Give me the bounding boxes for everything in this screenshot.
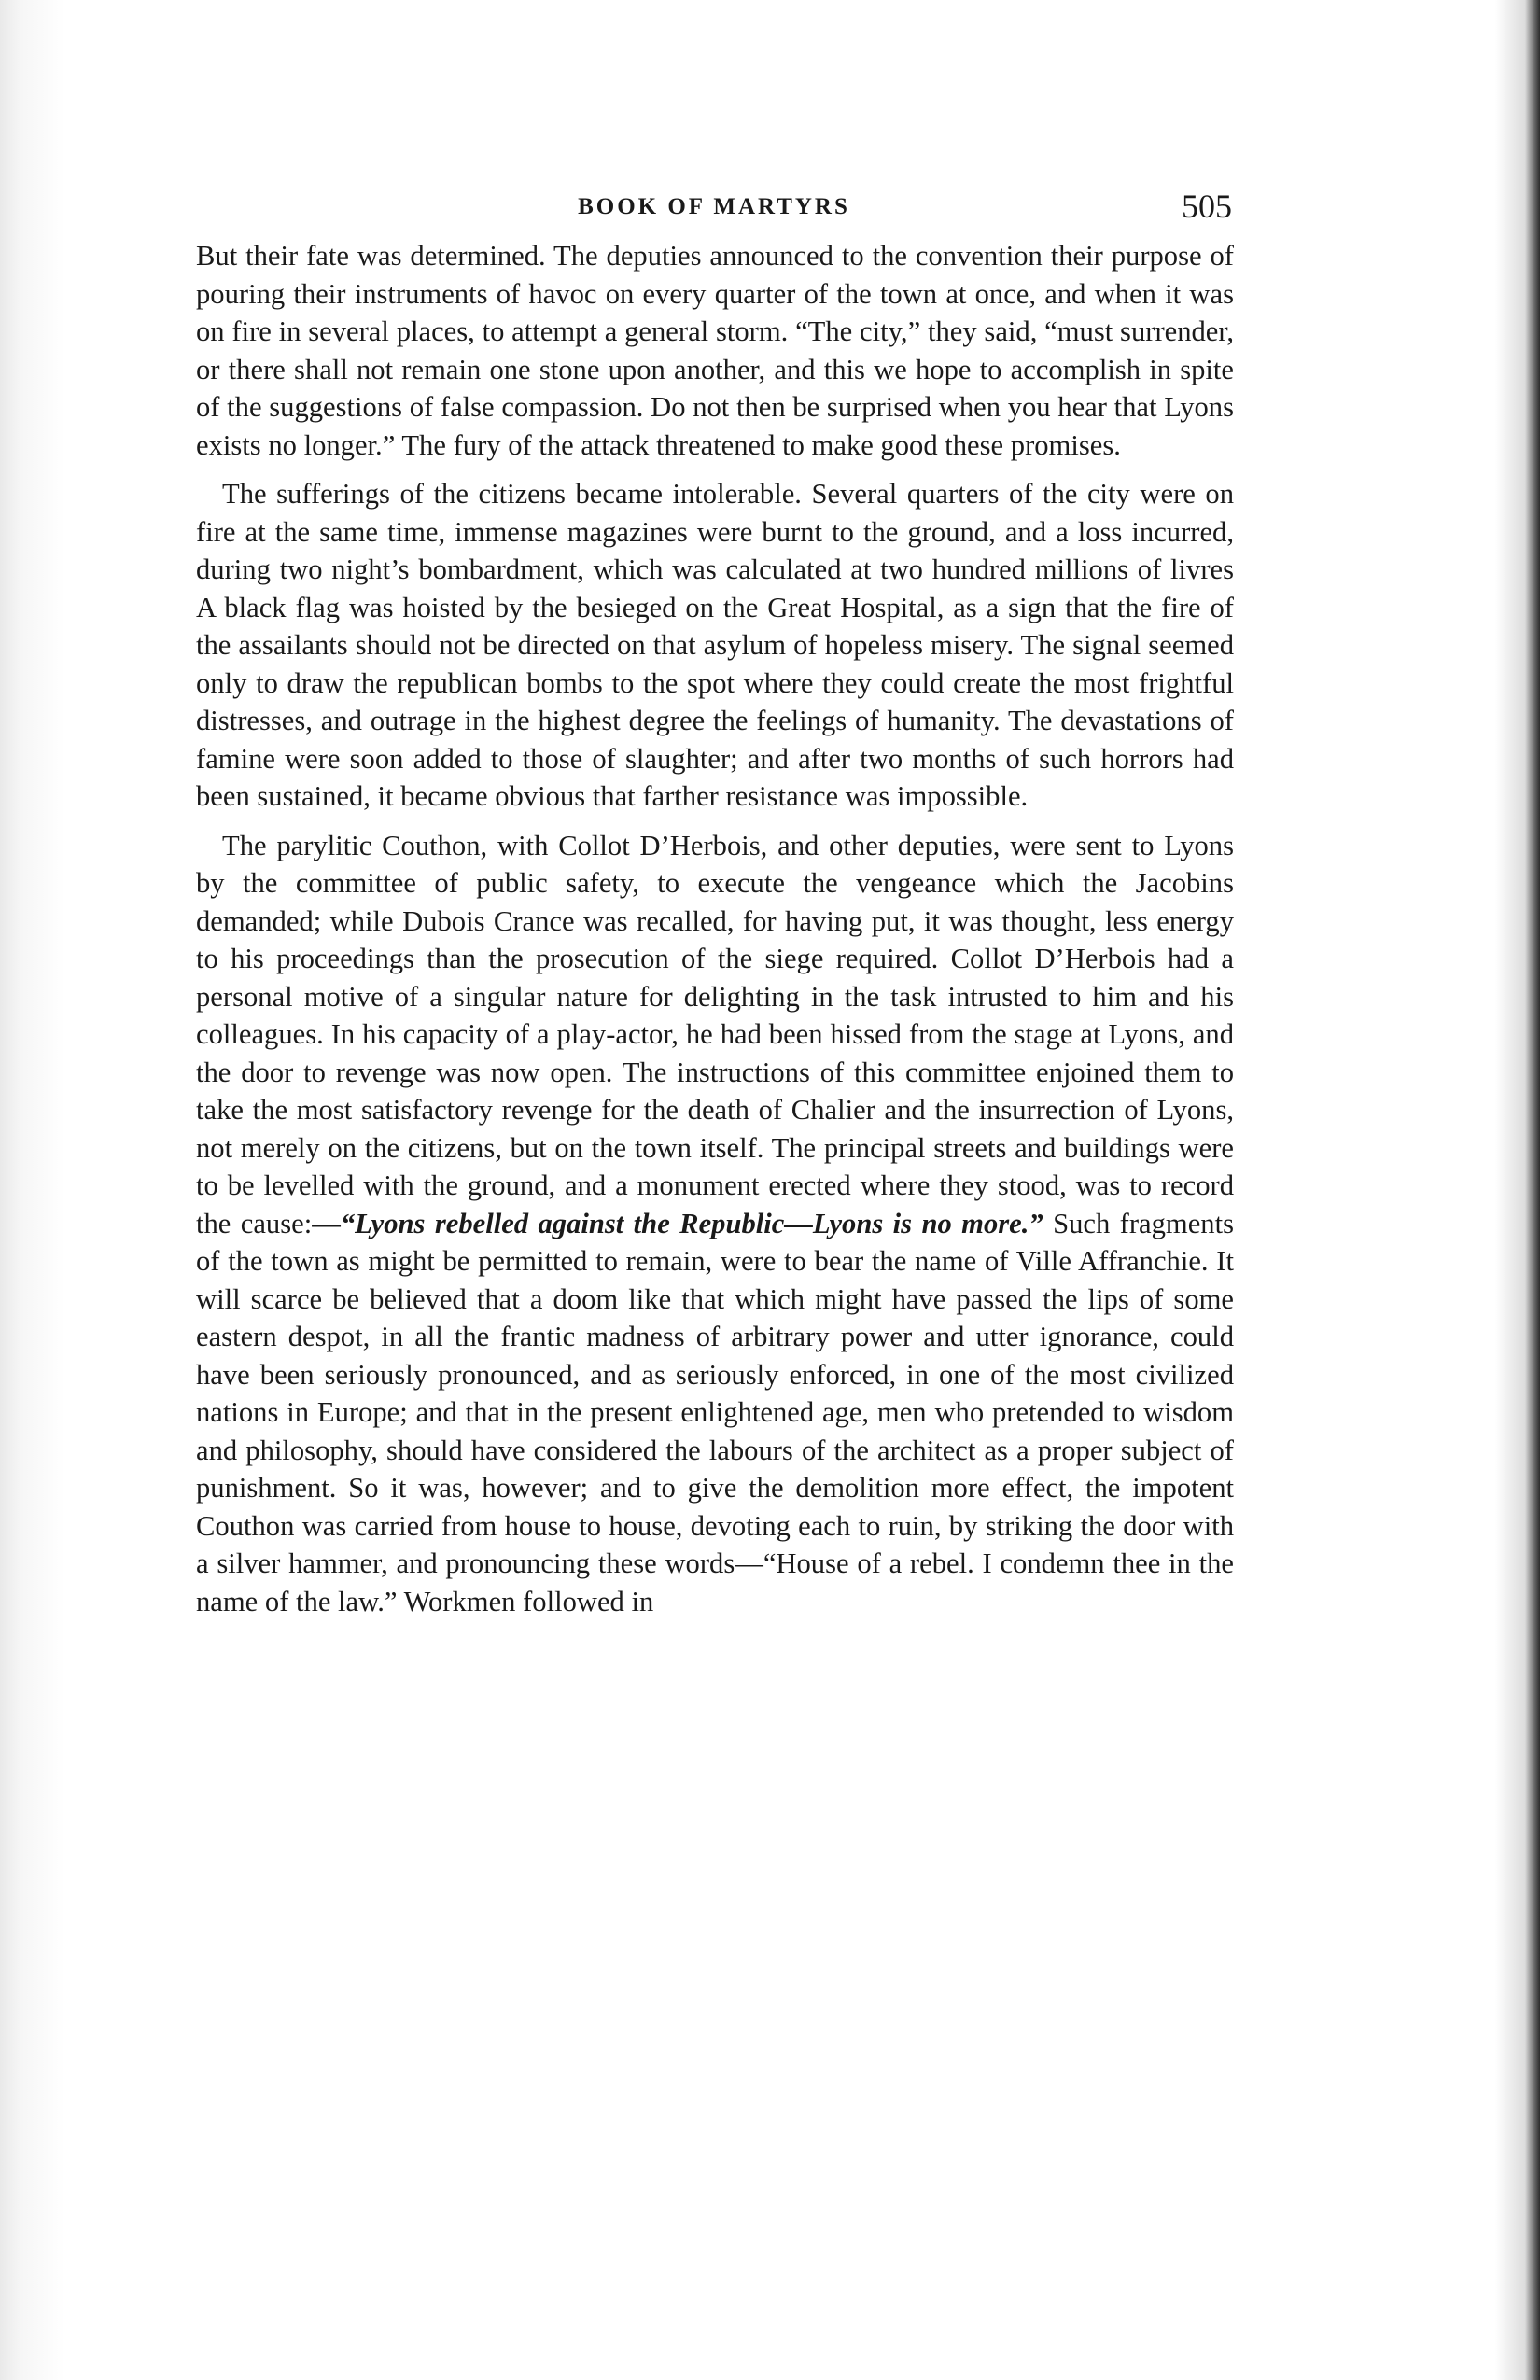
running-head-title: BOOK OF MARTYRS xyxy=(578,194,850,219)
paragraph-3-quote: “Lyons rebelled against the Republic—Lyons is no more.” xyxy=(340,1207,1043,1239)
running-head xyxy=(196,188,1232,231)
right-page-edge xyxy=(1495,0,1540,2380)
paragraph-3-text-a: The parylitic Couthon, with Collot D’Herbois, and other deputies, were sent to Lyons by the committee of public safety, to execute the vengeance which the Jacobins demanded; while Dubois Crance was recalled, for having put, it was thought, less energy to his proceedings than the prosecution of the siege required. Collot D’Herbois had a personal motive of a singular nature for delighting in the task intrusted to him and his colleagues. In his capacity of a play-actor, he had been hissed from the stage at Lyons, and the door to revenge was now open. The instructions of this committee enjoined them to take the most satisfactory revenge for the death of Chalier and the insurrection of Lyons, not merely on the citizens, but on the town itself. The principal streets and buildings were to be levelled with the ground, and a monument erected where they stood, was to record the cause:— xyxy=(196,829,1234,1239)
paragraph-3 xyxy=(196,827,1234,1621)
body-text xyxy=(196,237,1234,1631)
paragraph-1: But their fate was determined. The deputies announced to the convention their purpose of pouring their instruments of havoc on every quarter of the town at once, and when it was on fire in several places, to attempt a general storm. “The city,” they said, “must surrender, or there shall not remain one stone upon another, and this we hope to accomplish in spite of the suggestions of false compassion. Do not then be surprised when you hear that Lyons exists no longer.” The fury of the attack threatened to make good these promises. xyxy=(196,240,1234,461)
left-page-shadow xyxy=(0,0,65,2380)
paragraph-2: The sufferings of the citizens became intolerable. Several quarters of the city were on fire at the same time, immense magazines were burnt to the ground, and a loss incurred, during two night’s bombardment, which was calculated at two hundred millions of livres A black flag was hoisted by the besieged on the Great Hospital, as a sign that the fire of the assailants should not be directed on that asylum of hopeless misery. The signal seemed only to draw the republican bombs to the spot where they could create the most frightful distresses, and outrage in the highest degree the feelings of humanity. The devastations of famine were soon added to those of slaughter; and after two months of such horrors had been sustained, it became obvious that farther resistance was impossible. xyxy=(196,478,1234,812)
page-number: 505 xyxy=(1182,188,1232,225)
paragraph-3-text-b: Such fragments of the town as might be permitted to remain, were to bear the name of Ville Affranchie. It will scarce be believed that a doom like that which might have passed the lips of some eastern despot, in all the frantic madness of arbitrary power and utter ignorance, could have been seriously pronounced, and as seriously enforced, in one of the most civilized nations in Europe; and that in the present enlightened age, men who pretended to wisdom and philosophy, should have considered the labours of the architect as a proper subject of punishment. So it was, however; and to give the demolition more effect, the impotent Couthon was carried from house to house, devoting each to ruin, by striking the door with a silver hammer, and pronouncing these words—“House of a rebel. I condemn thee in the name of the law.” Workmen followed in xyxy=(196,1207,1235,1617)
